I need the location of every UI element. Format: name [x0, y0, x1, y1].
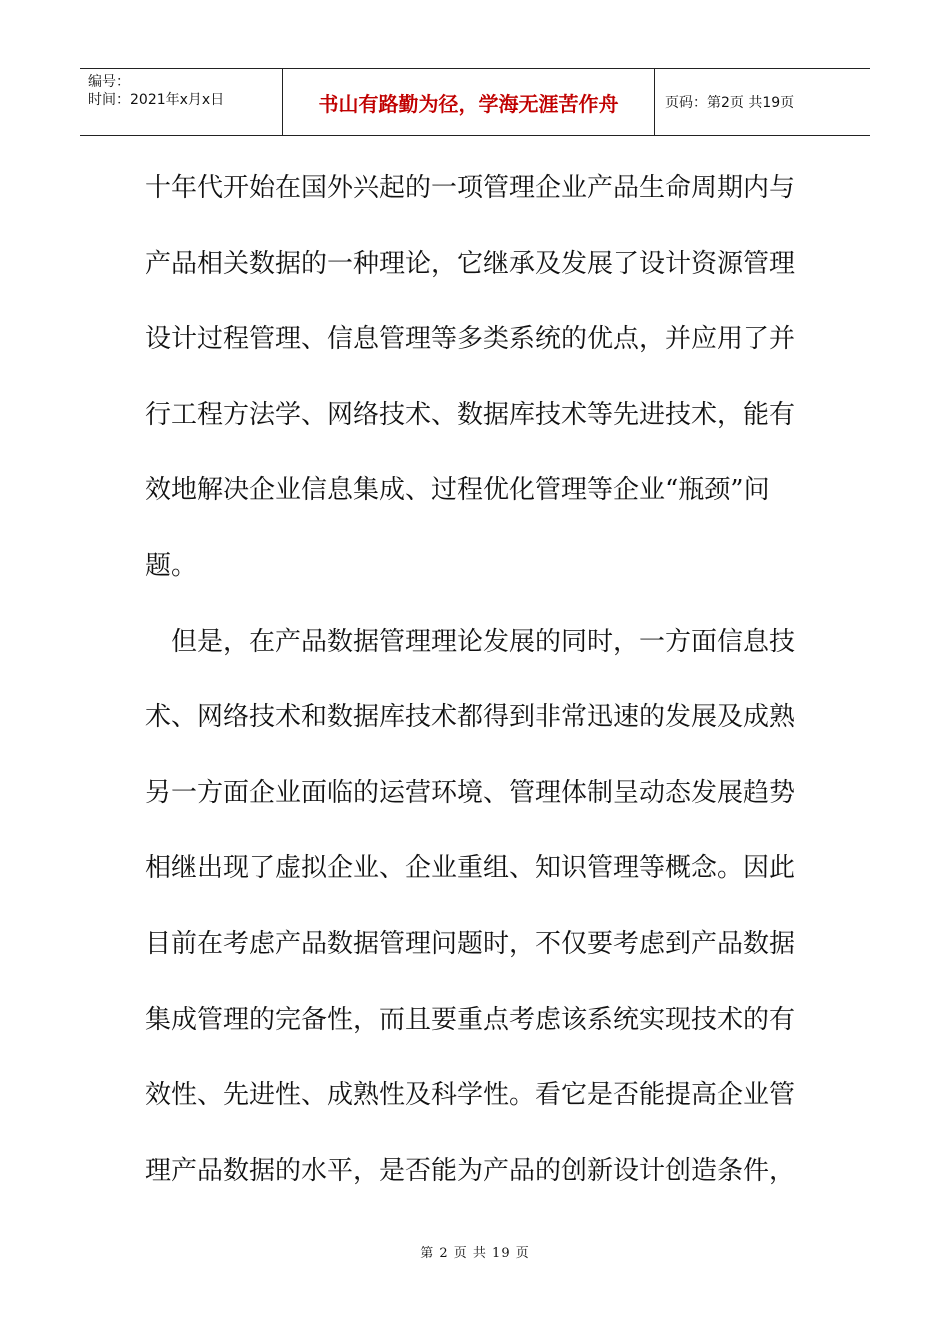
page-header: [80, 68, 870, 136]
header-page-info: 页码：第2页 共19页: [665, 95, 795, 111]
text-line: 设计过程管理、信息管理等多类系统的优点，并应用了并: [145, 324, 796, 355]
text-line: 行工程方法学、网络技术、数据库技术等先进技术，能有: [145, 399, 796, 430]
page-footer: 第 2 页 共 19 页: [420, 1246, 530, 1261]
text-line: 但是，在产品数据管理理论发展的同时，一方面信息技: [145, 626, 796, 657]
text-line: 目前在考虑产品数据管理问题时，不仅要考虑到产品数据: [145, 928, 796, 959]
header-meta-cell: [80, 69, 282, 135]
text-line: 集成管理的完备性，而且要重点考虑该系统实现技术的有: [145, 1004, 796, 1035]
text-line: 理产品数据的水平，是否能为产品的创新设计创造条件，: [145, 1155, 796, 1186]
text-line: 术、网络技术和数据库技术都得到非常迅速的发展及成熟: [145, 702, 796, 733]
text-line: 相继出现了虚拟企业、企业重组、知识管理等概念。因此: [145, 853, 796, 884]
text-line: 效性、先进性、成熟性及科学性。看它是否能提高企业管: [145, 1080, 796, 1111]
document-time-label: 时间：2021年x月x日: [88, 92, 225, 108]
document-body: [145, 164, 810, 1222]
header-motto: 书山有路勤为径，学海无涯苦作舟: [282, 69, 655, 135]
text-line: 题。: [145, 550, 198, 581]
document-number-label: 编号：: [88, 74, 130, 90]
text-line: 效地解决企业信息集成、过程优化管理等企业“瓶颈”问: [145, 475, 770, 506]
text-line: 十年代开始在国外兴起的一项管理企业产品生命周期内与: [145, 173, 796, 203]
text-line: 产品相关数据的一种理论，它继承及发展了设计资源管理: [145, 248, 796, 279]
text-line: 另一方面企业面临的运营环境、管理体制呈动态发展趋势: [145, 777, 796, 808]
